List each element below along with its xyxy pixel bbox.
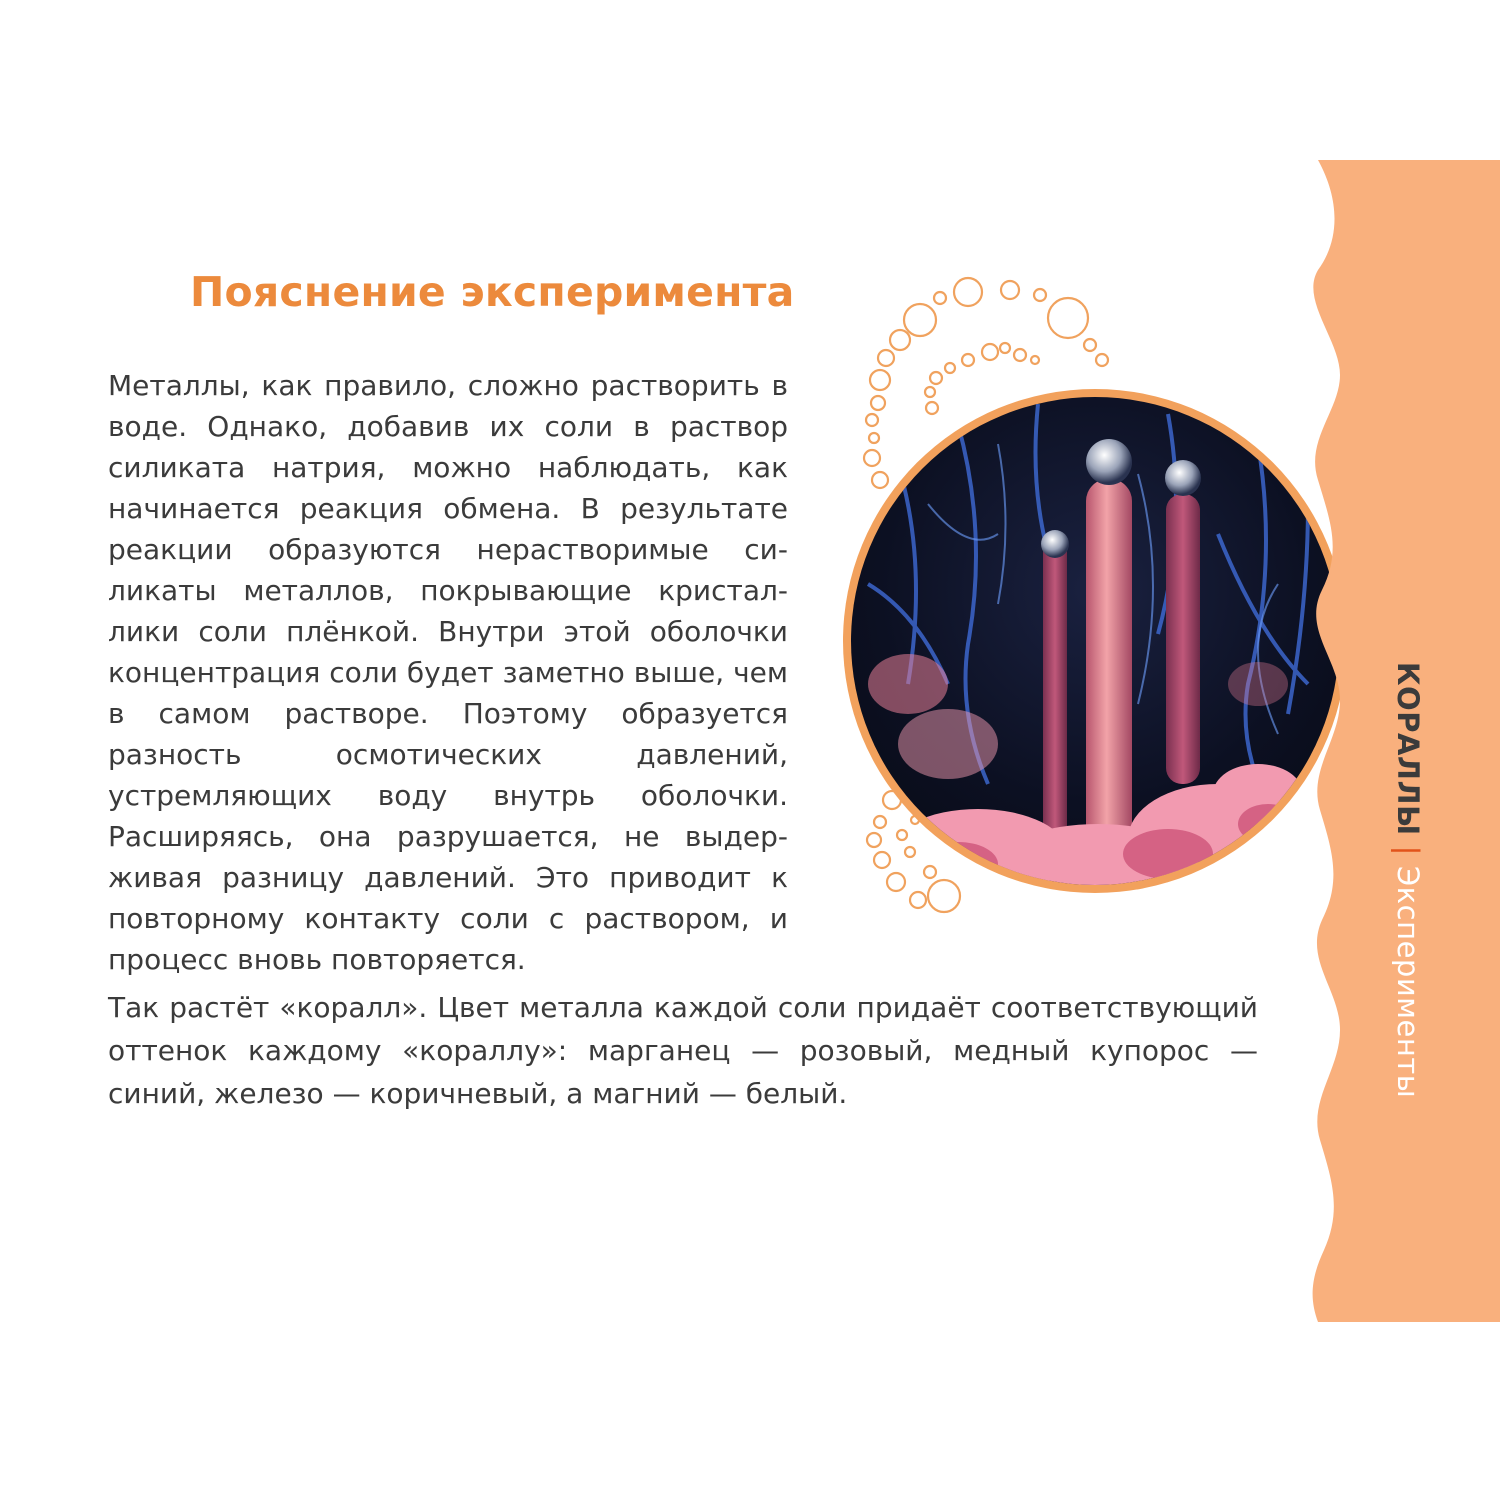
section-name: КОРАЛЛЫ [1391,661,1425,836]
sidebar-separator: | [1391,845,1425,856]
chapter-name: Эксперименты [1391,865,1425,1099]
sidebar-label [1391,662,1425,1098]
page-title: Пояснение эксперимента [190,268,795,316]
body-paragraph-1: Металлы, как правило, сложно растворить в воде. Однако, добавив их соли в раствор силиката натрия, можно наблюдать, как начинается реакция обмена. В результате реакции образуются нерастворимые силикаты металлов, покрывающие кристаллики соли плёнкой. Внутри этой оболочки концентрация соли будет заметно выше, чем в самом растворе. Поэтому образуется разность осмотических давлений, устремляющих воду внутрь оболочки. Расширяясь, она разрушается, не выдерживая разницу давлений. Это приводит к повторному контакту соли с раствором, и процесс вновь повторяется. [108,369,788,976]
coral-photo [838,384,1352,898]
body-paragraph-2: Так растёт «коралл». Цвет металла каждой соли придаёт соответствующий оттенок каждому «кораллу»: марганец — розовый, медный купорос — синий, железо — коричневый, а магний — белый. [108,991,1258,1110]
